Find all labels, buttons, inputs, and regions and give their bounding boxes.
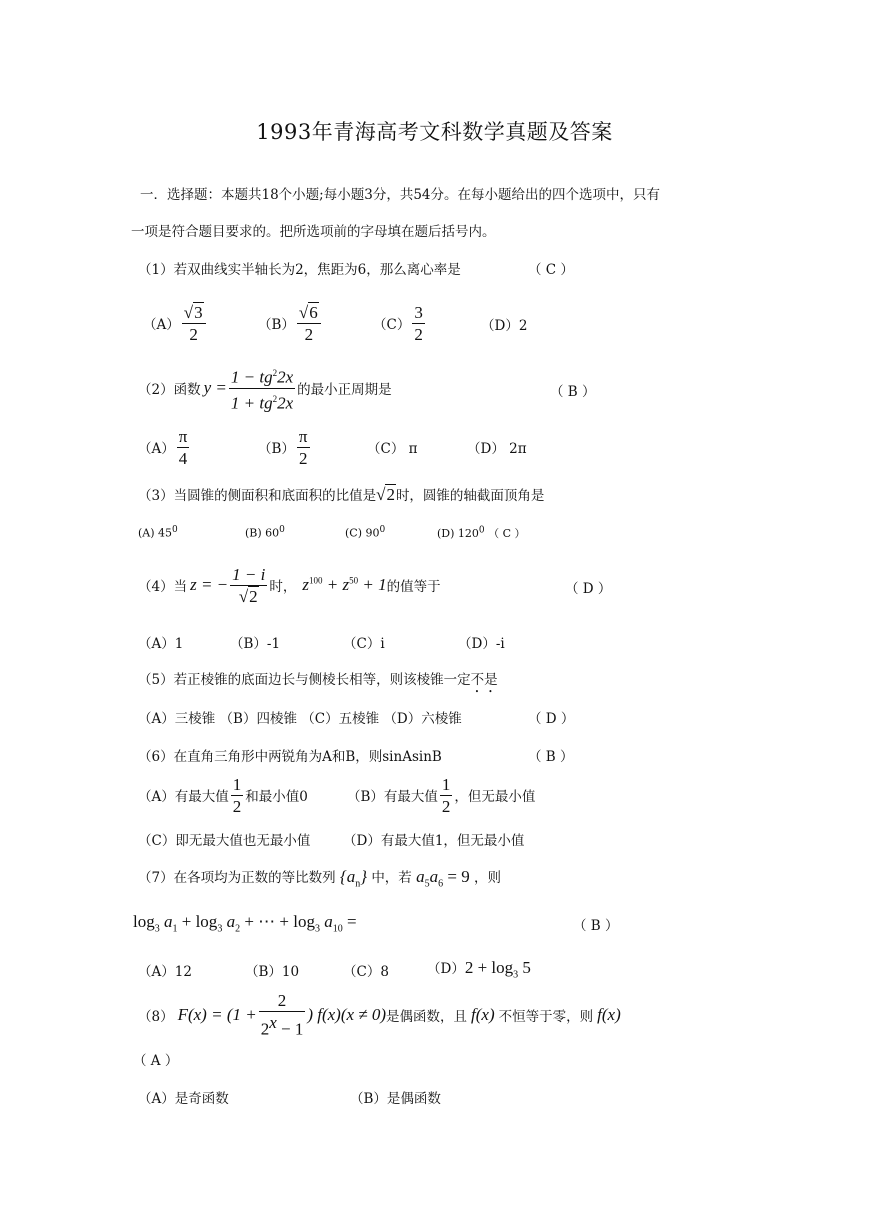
question-4-option-a: （A）1 (138, 636, 184, 652)
question-4-option-c: （C）i (343, 636, 385, 652)
question-1-option-c: （C） $\frac{3}{2}$ (373, 302, 423, 344)
question-6-option-a: （A）有最大值 $\frac{1}{2}$ 和最小值0 (138, 774, 308, 816)
question-1-stem: （1）若双曲线实半轴长为2，焦距为6，那么离心率是 (138, 262, 461, 278)
question-1-option-a: （A） $\frac{√3}{2}$ (143, 300, 208, 346)
question-2-option-b: （B） $\frac{\pi}{2}$ (258, 426, 308, 468)
question-7-option-d: $(D)2 + \log_3 5$ (427, 958, 531, 981)
question-3-option-d: (D) $120^0$ （ C ） (437, 525, 526, 540)
question-2-option-a: （A） $\frac{\pi}{4}$ (138, 426, 188, 468)
question-2-option-d: （D） 2π (467, 441, 527, 457)
question-7-stem: （7）在各项均为正数的等比数列 $\{a_n\}$ 中，若 $a_5a_6 = 9$ ，则 (138, 867, 501, 890)
page-title: 1993年青海高考文科数学真题及答案 (256, 120, 613, 144)
question-1-answer: （ C ） (528, 262, 574, 278)
question-1-option-b: （B） $\frac{√6}{2}$ (258, 300, 323, 346)
question-3-stem: （3）当圆锥的侧面积和底面积的比值是√2时，圆锥的轴截面顶角是 (138, 485, 545, 504)
question-2-stem: （2）函数 y = $\frac{1 - tg^22x}{1 + tg^22x}$ 的最小正周期是 (138, 365, 392, 411)
question-8-answer: （ A ） (133, 1053, 179, 1069)
question-4-option-b: （B）-1 (230, 636, 281, 652)
question-3-option-c: (C) $90^0$ (345, 525, 386, 540)
question-6-option-b: （B）有最大值 $\frac{1}{2}$ ，但无最小值 (347, 774, 536, 816)
question-2-answer: （ B ） (550, 384, 596, 400)
question-3-option-b: (B) $60^0$ (245, 525, 285, 540)
question-4-stem: （4）当 z = − $\frac{1 - i}{√2}$ 时， $z^{100} + z^{50} + 1$ 的值等于 (138, 564, 441, 606)
question-3-option-a: (A) $45^0$ (138, 525, 178, 540)
question-4-option-d: （D）-i (458, 636, 505, 652)
section-intro-line1: 一．选择题：本题共18个小题;每小题3分，共54分。在每小题给出的四个选项中，只有 (140, 187, 660, 203)
question-1-option-d: （D）2 (481, 318, 528, 334)
question-7-option-c: （C）8 (343, 964, 389, 980)
section-intro-line2: 一项是符合题目要求的。把所选项前的字母填在题后括号内。 (131, 224, 496, 240)
question-8-option-b: （B）是偶函数 (350, 1091, 441, 1107)
question-4-answer: （ D ） (565, 581, 612, 597)
question-6-option-d: （D）有最大值1，但无最小值 (343, 833, 525, 849)
question-6-answer: （ B ） (528, 749, 574, 765)
question-7-answer: （ B ） (573, 918, 619, 934)
question-7-option-a: （A）12 (138, 964, 192, 980)
question-5-answer: （ D ） (528, 711, 575, 727)
question-6-option-c: （C）即无最大值也无最小值 (138, 833, 311, 849)
question-8-option-a: （A）是奇函数 (138, 1091, 229, 1107)
question-5-stem: （5）若正棱锥的底面边长与侧棱长相等，则该棱锥一定不是 (138, 672, 498, 688)
question-6-stem: （6）在直角三角形中两锐角为A和B，则sinAsinB (138, 749, 442, 765)
question-7-expression: $\log_3 a_1 + \log_3 a_2$ + ⋯ + $\log_3 a_{10}$ = (133, 912, 357, 935)
question-7-option-b: （B）10 (245, 964, 300, 980)
question-2-option-c: （C） π (367, 441, 418, 457)
question-5-options: （A）三棱锥 （B）四棱锥 （C）五棱锥 （D）六棱锥 (138, 711, 462, 727)
question-8-stem: （8） F(x) = (1 + $\frac{2}{2^x - 1}$ ) f(x)(x ≠ 0) 是偶函数，且 f(x) 不恒等于零，则 f(x) (138, 991, 621, 1039)
